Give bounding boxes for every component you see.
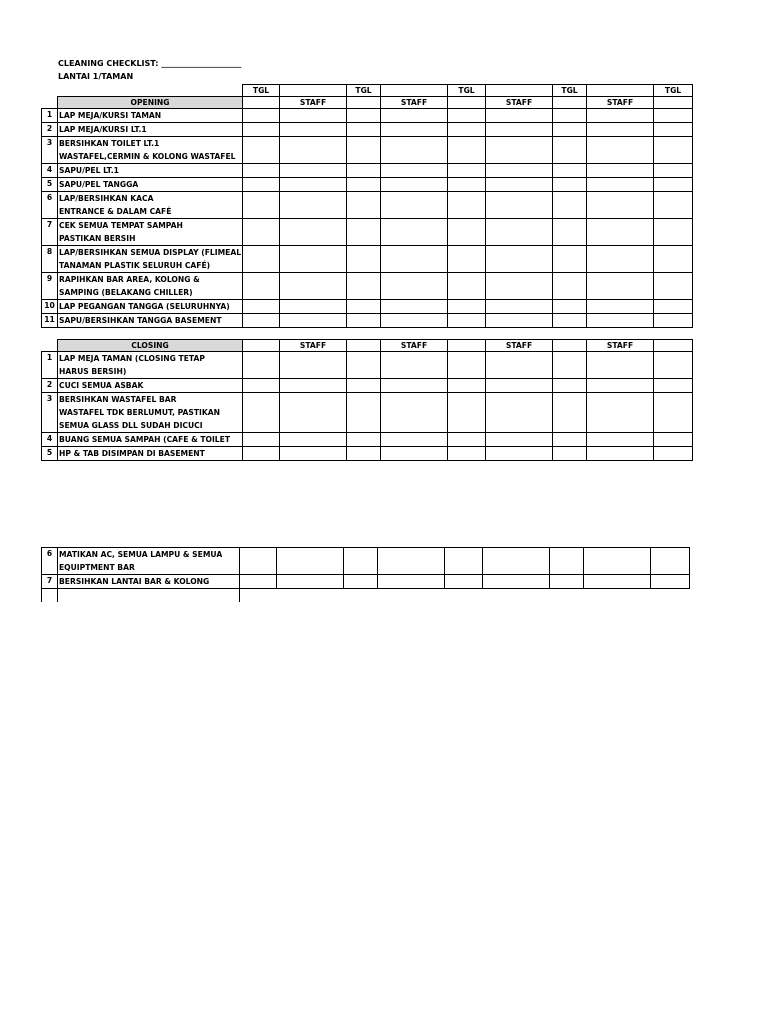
- header-cell: [448, 97, 486, 109]
- check-cell[interactable]: [347, 137, 381, 164]
- staff-cell[interactable]: [378, 548, 445, 575]
- check-cell[interactable]: [243, 123, 280, 137]
- item-number: 6: [42, 548, 58, 575]
- check-cell[interactable]: [654, 109, 693, 123]
- task-line: LAP/BERSIHKAN SEMUA DISPLAY (FLIMEAL: [59, 248, 242, 257]
- check-cell[interactable]: [448, 352, 486, 379]
- staff-cell[interactable]: [486, 164, 553, 178]
- task-line: BUANG SEMUA SAMPAH (CAFE & TOILET: [59, 435, 231, 444]
- task-line: SEMUA GLASS DLL SUDAH DICUCI: [59, 421, 203, 430]
- task-line: LAP MEJA/KURSI TAMAN: [59, 111, 162, 120]
- check-cell[interactable]: [448, 314, 486, 328]
- staff-cell[interactable]: [280, 137, 347, 164]
- check-cell[interactable]: [448, 192, 486, 219]
- check-cell[interactable]: [448, 433, 486, 447]
- checklist-row: [42, 393, 693, 433]
- staff-cell[interactable]: [280, 109, 347, 123]
- task-line: LAP MEJA TAMAN (CLOSING TETAP: [59, 354, 205, 363]
- staff-header: STAFF: [280, 97, 347, 109]
- staff-cell[interactable]: [381, 219, 448, 246]
- check-cell[interactable]: [553, 164, 587, 178]
- tgl-header[interactable]: TGL: [553, 85, 587, 97]
- check-cell[interactable]: [553, 352, 587, 379]
- check-cell[interactable]: [654, 164, 693, 178]
- checklist-row: [42, 123, 693, 137]
- check-cell[interactable]: [654, 393, 693, 433]
- task-description: [58, 393, 243, 433]
- blank-cell: [42, 97, 58, 109]
- staff-header: STAFF: [587, 340, 654, 352]
- item-number: 2: [42, 379, 58, 393]
- check-cell[interactable]: [550, 548, 584, 575]
- staff-cell[interactable]: [584, 575, 651, 589]
- trailing-row: [42, 589, 690, 603]
- task-description: [58, 575, 240, 589]
- check-cell[interactable]: [654, 246, 693, 273]
- tgl-header[interactable]: TGL: [347, 85, 381, 97]
- check-cell[interactable]: [654, 123, 693, 137]
- date-cell[interactable]: [280, 85, 347, 97]
- check-cell[interactable]: [448, 246, 486, 273]
- staff-cell[interactable]: [587, 433, 654, 447]
- staff-cell[interactable]: [587, 164, 654, 178]
- check-cell[interactable]: [553, 393, 587, 433]
- task-line: HARUS BERSIH): [59, 367, 127, 376]
- header-cell: [347, 97, 381, 109]
- staff-cell[interactable]: [280, 300, 347, 314]
- staff-cell[interactable]: [587, 123, 654, 137]
- task-line: CEK SEMUA TEMPAT SAMPAH: [59, 221, 183, 230]
- check-cell[interactable]: [243, 137, 280, 164]
- check-cell[interactable]: [654, 300, 693, 314]
- staff-cell[interactable]: [486, 314, 553, 328]
- staff-cell[interactable]: [486, 109, 553, 123]
- check-cell[interactable]: [243, 352, 280, 379]
- staff-cell[interactable]: [280, 273, 347, 300]
- tgl-header[interactable]: TGL: [243, 85, 280, 97]
- tgl-header[interactable]: TGL: [654, 85, 693, 97]
- header-cell: [654, 97, 693, 109]
- check-cell[interactable]: [553, 123, 587, 137]
- checklist-row: [42, 314, 693, 328]
- check-cell[interactable]: [347, 433, 381, 447]
- staff-cell[interactable]: [280, 447, 347, 461]
- staff-cell[interactable]: [280, 219, 347, 246]
- staff-cell[interactable]: [280, 123, 347, 137]
- check-cell[interactable]: [445, 548, 483, 575]
- staff-cell[interactable]: [381, 164, 448, 178]
- item-number: 4: [42, 433, 58, 447]
- check-cell[interactable]: [553, 314, 587, 328]
- check-cell[interactable]: [553, 178, 587, 192]
- header-cell: [347, 340, 381, 352]
- blank-cell: [445, 589, 483, 603]
- check-cell[interactable]: [654, 273, 693, 300]
- task-description: [58, 246, 243, 273]
- check-cell[interactable]: [553, 109, 587, 123]
- tgl-header[interactable]: TGL: [448, 85, 486, 97]
- task-line: SAPU/PEL LT.1: [59, 166, 119, 175]
- staff-cell[interactable]: [280, 393, 347, 433]
- check-cell[interactable]: [654, 314, 693, 328]
- blank-cell: [550, 589, 584, 603]
- header-cell: [553, 97, 587, 109]
- checklist-row: [42, 219, 693, 246]
- check-cell[interactable]: [448, 219, 486, 246]
- checklist-row: [42, 178, 693, 192]
- check-cell[interactable]: [654, 178, 693, 192]
- staff-cell[interactable]: [587, 314, 654, 328]
- task-description: [58, 109, 243, 123]
- check-cell[interactable]: [347, 246, 381, 273]
- blank-cell: [58, 589, 240, 603]
- staff-cell[interactable]: [587, 246, 654, 273]
- blank-cell: [651, 589, 690, 603]
- task-description: [58, 164, 243, 178]
- staff-cell[interactable]: [486, 178, 553, 192]
- staff-cell[interactable]: [381, 137, 448, 164]
- checklist-row: [42, 164, 693, 178]
- blank-cell: [42, 589, 58, 603]
- check-cell[interactable]: [240, 575, 277, 589]
- staff-cell[interactable]: [280, 164, 347, 178]
- task-line: RAPIHKAN BAR AREA, KOLONG &: [59, 275, 200, 284]
- checklist-row: [42, 300, 693, 314]
- check-cell[interactable]: [243, 314, 280, 328]
- item-number: 5: [42, 178, 58, 192]
- blank-cell: [483, 589, 550, 603]
- staff-cell[interactable]: [381, 273, 448, 300]
- check-cell[interactable]: [347, 273, 381, 300]
- check-cell[interactable]: [243, 273, 280, 300]
- check-cell[interactable]: [243, 300, 280, 314]
- staff-cell[interactable]: [381, 192, 448, 219]
- check-cell[interactable]: [243, 379, 280, 393]
- spacer: [42, 328, 693, 340]
- checklist-row: [42, 109, 693, 123]
- item-number: 3: [42, 393, 58, 433]
- blank-cell: [344, 589, 378, 603]
- checklist-row: [42, 433, 693, 447]
- check-cell[interactable]: [243, 393, 280, 433]
- check-cell[interactable]: [553, 433, 587, 447]
- task-description: [58, 352, 243, 379]
- staff-cell[interactable]: [486, 273, 553, 300]
- staff-cell[interactable]: [280, 379, 347, 393]
- staff-cell[interactable]: [381, 433, 448, 447]
- task-line: SAPU/BERSIHKAN TANGGA BASEMENT: [59, 316, 222, 325]
- task-line: PASTIKAN BERSIH: [59, 234, 136, 243]
- closing-section-label: CLOSING: [58, 340, 243, 352]
- staff-header: STAFF: [587, 97, 654, 109]
- checklist-row: [42, 447, 693, 461]
- staff-cell[interactable]: [381, 109, 448, 123]
- checklist-row: [42, 246, 693, 273]
- check-cell[interactable]: [654, 192, 693, 219]
- task-line: LAP MEJA/KURSI LT.1: [59, 125, 147, 134]
- checklist-title: CLEANING CHECKLIST: ____________________: [58, 59, 242, 68]
- check-cell[interactable]: [243, 447, 280, 461]
- task-description: [58, 379, 243, 393]
- item-number: 5: [42, 447, 58, 461]
- check-cell[interactable]: [243, 433, 280, 447]
- check-cell[interactable]: [448, 300, 486, 314]
- staff-cell[interactable]: [584, 548, 651, 575]
- check-cell[interactable]: [243, 192, 280, 219]
- task-line: ENTRANCE & DALAM CAFÉ: [59, 207, 172, 216]
- check-cell[interactable]: [448, 123, 486, 137]
- staff-cell[interactable]: [280, 246, 347, 273]
- task-line: LAP PEGANGAN TANGGA (SELURUHNYA): [59, 302, 230, 311]
- staff-cell[interactable]: [483, 548, 550, 575]
- check-cell[interactable]: [347, 109, 381, 123]
- check-cell[interactable]: [448, 273, 486, 300]
- staff-cell[interactable]: [587, 178, 654, 192]
- staff-cell[interactable]: [280, 314, 347, 328]
- checklist-table-continued: [41, 547, 690, 602]
- task-line: CUCI SEMUA ASBAK: [59, 381, 144, 390]
- checklist-subtitle: LANTAI 1/TAMAN: [58, 72, 134, 81]
- staff-cell[interactable]: [277, 575, 344, 589]
- staff-header: STAFF: [486, 97, 553, 109]
- check-cell[interactable]: [553, 192, 587, 219]
- blank-cell: [240, 589, 277, 603]
- task-line: BERSIHKAN TOILET LT.1: [59, 139, 160, 148]
- task-line: BERSIHKAN LANTAI BAR & KOLONG: [59, 577, 210, 586]
- staff-cell[interactable]: [486, 300, 553, 314]
- task-line: WASTAFEL,CERMIN & KOLONG WASTAFEL: [59, 152, 236, 161]
- check-cell[interactable]: [448, 447, 486, 461]
- staff-cell[interactable]: [381, 447, 448, 461]
- task-description: [58, 300, 243, 314]
- staff-cell[interactable]: [378, 575, 445, 589]
- staff-cell[interactable]: [486, 379, 553, 393]
- task-description: [58, 137, 243, 164]
- staff-cell[interactable]: [486, 137, 553, 164]
- date-cell[interactable]: [587, 85, 654, 97]
- task-line: TANAMAN PLASTIK SELURUH CAFÉ): [59, 261, 211, 270]
- task-line: HP & TAB DISIMPAN DI BASEMENT: [59, 449, 205, 458]
- check-cell[interactable]: [243, 178, 280, 192]
- item-number: 6: [42, 192, 58, 219]
- check-cell[interactable]: [550, 575, 584, 589]
- staff-cell[interactable]: [587, 219, 654, 246]
- task-line: EQUIPTMENT BAR: [59, 563, 135, 572]
- staff-cell[interactable]: [381, 178, 448, 192]
- task-line: SAMPING (BELAKANG CHILLER): [59, 288, 193, 297]
- check-cell[interactable]: [654, 219, 693, 246]
- check-cell[interactable]: [553, 246, 587, 273]
- staff-cell[interactable]: [486, 192, 553, 219]
- task-description: [58, 447, 243, 461]
- staff-cell[interactable]: [280, 192, 347, 219]
- check-cell[interactable]: [553, 137, 587, 164]
- header-cell: [654, 340, 693, 352]
- closing-header-row: [42, 340, 693, 352]
- task-line: WASTAFEL TDK BERLUMUT, PASTIKAN: [59, 408, 220, 417]
- check-cell[interactable]: [347, 314, 381, 328]
- header-cell: [243, 340, 280, 352]
- check-cell[interactable]: [553, 219, 587, 246]
- check-cell[interactable]: [347, 192, 381, 219]
- task-description: [58, 192, 243, 219]
- check-cell[interactable]: [448, 178, 486, 192]
- check-cell[interactable]: [347, 447, 381, 461]
- task-description: [58, 314, 243, 328]
- checklist-row: [42, 137, 693, 164]
- blank-cell: [42, 340, 58, 352]
- check-cell[interactable]: [347, 300, 381, 314]
- check-cell[interactable]: [448, 379, 486, 393]
- staff-cell[interactable]: [381, 379, 448, 393]
- blank-cell: [277, 589, 344, 603]
- staff-cell[interactable]: [381, 393, 448, 433]
- check-cell[interactable]: [651, 575, 690, 589]
- checklist-table: [41, 84, 693, 461]
- staff-cell[interactable]: [486, 246, 553, 273]
- checklist-row: [42, 192, 693, 219]
- check-cell[interactable]: [553, 273, 587, 300]
- staff-cell[interactable]: [483, 575, 550, 589]
- date-cell[interactable]: [486, 85, 553, 97]
- check-cell[interactable]: [243, 219, 280, 246]
- check-cell[interactable]: [243, 246, 280, 273]
- staff-cell[interactable]: [280, 433, 347, 447]
- staff-cell[interactable]: [587, 192, 654, 219]
- check-cell[interactable]: [654, 447, 693, 461]
- spacer-row: [42, 328, 693, 340]
- staff-cell[interactable]: [381, 123, 448, 137]
- check-cell[interactable]: [243, 109, 280, 123]
- checklist-row: [42, 352, 693, 379]
- item-number: 3: [42, 137, 58, 164]
- staff-header: STAFF: [486, 340, 553, 352]
- item-number: 7: [42, 575, 58, 589]
- check-cell[interactable]: [240, 548, 277, 575]
- task-description: [58, 433, 243, 447]
- date-cell[interactable]: [381, 85, 448, 97]
- checklist-row: [42, 548, 690, 575]
- task-line: MATIKAN AC, SEMUA LAMPU & SEMUA: [59, 550, 223, 559]
- staff-cell[interactable]: [381, 246, 448, 273]
- staff-header: STAFF: [381, 340, 448, 352]
- item-number: 8: [42, 246, 58, 273]
- task-description: [58, 123, 243, 137]
- check-cell[interactable]: [344, 575, 378, 589]
- header-cell: [553, 340, 587, 352]
- check-cell[interactable]: [448, 393, 486, 433]
- task-description: [58, 178, 243, 192]
- check-cell[interactable]: [654, 379, 693, 393]
- checklist-row: [42, 273, 693, 300]
- opening-header-row: [42, 97, 693, 109]
- check-cell[interactable]: [347, 178, 381, 192]
- blank-cell: [42, 85, 58, 97]
- staff-header: STAFF: [381, 97, 448, 109]
- check-cell[interactable]: [553, 300, 587, 314]
- staff-cell[interactable]: [280, 352, 347, 379]
- task-description: [58, 219, 243, 246]
- staff-cell[interactable]: [587, 393, 654, 433]
- staff-cell[interactable]: [587, 447, 654, 461]
- staff-cell[interactable]: [280, 178, 347, 192]
- task-line: BERSIHKAN WASTAFEL BAR: [59, 395, 177, 404]
- staff-cell[interactable]: [486, 433, 553, 447]
- check-cell[interactable]: [448, 137, 486, 164]
- item-number: 4: [42, 164, 58, 178]
- check-cell[interactable]: [553, 447, 587, 461]
- check-cell[interactable]: [654, 352, 693, 379]
- staff-cell[interactable]: [381, 300, 448, 314]
- task-line: SAPU/PEL TANGGA: [59, 180, 139, 189]
- item-number: 11: [42, 314, 58, 328]
- blank-cell: [584, 589, 651, 603]
- check-cell[interactable]: [344, 548, 378, 575]
- item-number: 1: [42, 109, 58, 123]
- staff-cell[interactable]: [587, 300, 654, 314]
- blank-cell: [58, 85, 243, 97]
- tgl-header-row: [42, 85, 693, 97]
- item-number: 9: [42, 273, 58, 300]
- task-description: [58, 548, 240, 575]
- opening-section-label: OPENING: [58, 97, 243, 109]
- staff-cell[interactable]: [587, 352, 654, 379]
- check-cell[interactable]: [243, 164, 280, 178]
- check-cell[interactable]: [654, 137, 693, 164]
- staff-cell[interactable]: [587, 273, 654, 300]
- staff-header: STAFF: [280, 340, 347, 352]
- staff-cell[interactable]: [277, 548, 344, 575]
- check-cell[interactable]: [654, 433, 693, 447]
- item-number: 1: [42, 352, 58, 379]
- blank-cell: [378, 589, 445, 603]
- check-cell[interactable]: [448, 109, 486, 123]
- staff-cell[interactable]: [486, 352, 553, 379]
- check-cell[interactable]: [347, 379, 381, 393]
- staff-cell[interactable]: [486, 219, 553, 246]
- checklist-row: [42, 379, 693, 393]
- header-cell: [448, 340, 486, 352]
- task-line: LAP/BERSIHKAN KACA: [59, 194, 154, 203]
- check-cell[interactable]: [651, 548, 690, 575]
- staff-cell[interactable]: [486, 447, 553, 461]
- item-number: 10: [42, 300, 58, 314]
- task-description: [58, 273, 243, 300]
- item-number: 2: [42, 123, 58, 137]
- check-cell[interactable]: [347, 164, 381, 178]
- staff-cell[interactable]: [486, 123, 553, 137]
- check-cell[interactable]: [445, 575, 483, 589]
- check-cell[interactable]: [347, 352, 381, 379]
- staff-cell[interactable]: [381, 314, 448, 328]
- checklist-row: [42, 575, 690, 589]
- check-cell[interactable]: [448, 164, 486, 178]
- check-cell[interactable]: [347, 393, 381, 433]
- header-cell: [243, 97, 280, 109]
- staff-cell[interactable]: [587, 109, 654, 123]
- staff-cell[interactable]: [587, 137, 654, 164]
- check-cell[interactable]: [347, 219, 381, 246]
- check-cell[interactable]: [553, 379, 587, 393]
- staff-cell[interactable]: [381, 352, 448, 379]
- staff-cell[interactable]: [486, 393, 553, 433]
- item-number: 7: [42, 219, 58, 246]
- check-cell[interactable]: [347, 123, 381, 137]
- staff-cell[interactable]: [587, 379, 654, 393]
